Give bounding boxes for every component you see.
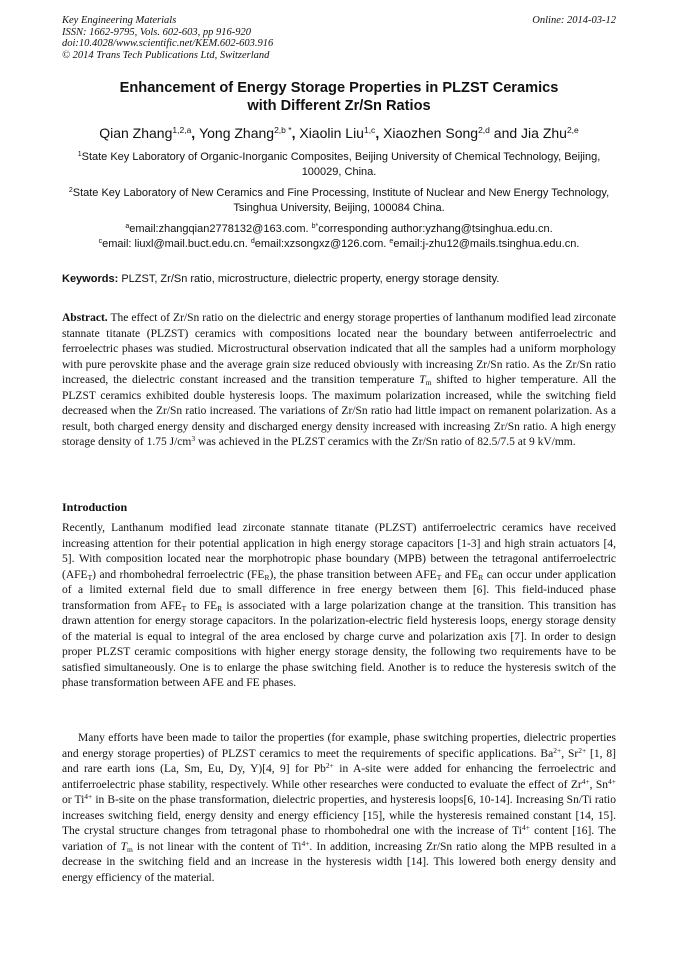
subscript: R [478, 572, 484, 582]
title-line-2: with Different Zr/Sn Ratios [247, 98, 431, 114]
author-list: Qian Zhang$^{1,2,a}$, Yong Zhang$^{2,b *}$, Xiaolin Liu$^{1,c}$, Xiaozhen Song$^{2,d}$ and Jia Zhu$^{2,e}$ [99, 125, 579, 141]
text-run: in B-site on the phase transformation, dielectric properties, and hysteresis loops[6, 10-14]. Increasing Sn/Ti ratio increases switching field, energy density and energy efficiency [15], while the hysteresis remained constant [14, 15]. The crystal structure changes from tetragonal phase to rhombohedral one with the increase of Ti [62, 794, 616, 838]
italic-symbol: T [120, 840, 127, 853]
text-run: Many efforts have been made to tailor the properties (for example, phase switching properties, dielectric properties and energy storage properties) of PLZST ceramics to meet the requirements of specific applications. Ba [62, 732, 616, 760]
journal-header [62, 15, 616, 61]
email-e: email:j-zhu12@mails.tsinghua.edu.cn. [393, 238, 580, 250]
author-sup: 1,c [363, 125, 376, 135]
affiliation-1: $^1$State Key Laboratory of Organic-Inorganic Composites, Beijing University of Chemical Technology, Beijing, 100029, China. [77, 151, 601, 178]
text-run: or Ti [62, 794, 85, 807]
text-run: and FE [441, 568, 479, 581]
email-b: corresponding author:yzhang@tsinghua.edu.cn. [318, 223, 553, 235]
text-run: can occur under application of a limited external field due to small difference in free energy between them [6]. This field-induced phase transformation from AFE [62, 568, 617, 612]
text-run: to FE [186, 599, 218, 612]
text-run: content [16]. The variation of [62, 825, 616, 853]
keywords [62, 272, 616, 287]
email-c: email: liuxl@mail.buct.edu.cn. [102, 238, 248, 250]
superscript: 2+ [578, 745, 587, 755]
online-date: Online: 2014-03-12 [532, 15, 616, 26]
subscript: T [436, 572, 442, 582]
affiliation-2: $^2$State Key Laboratory of New Ceramics and Fine Processing, Institute of Nuclear and New Energy Technology, Tsinghua University, Beijing, 100084 China. [68, 187, 610, 214]
keywords-text: PLZST, Zr/Sn ratio, microstructure, dielectric property, energy storage density. [121, 273, 500, 285]
author-name: Yong Zhang [199, 125, 275, 141]
abstract: Abstract. The effect of Zr/Sn ratio on the dielectric and energy storage properties of lanthanum modified lead zirconate stannate titanate (PLZST) ceramics with compositions located near the boundary between antiferroelectric and ferroelectric phases was studied. Microstructural observation indicated that all the samples had a uniform morphology with pure perovskite phase and the average grain size reduced obviously with increasing Zr/Sn ratio. As the Zr/Sn ratio increased, the dielectric constant increased and the transition temperature $T_m$ shifted to higher temperature. All the PLZST ceramics exhibited double hysteresis loops. The maximum polarization increased, while the switching field decreased when the Zr/Sn ratio increased. The variations of Zr/Sn ratio had little impact on remanent polarization. As a result, both charged energy density and discharged energy density increased with increasing Zr/Sn ratio. A high energy storage density of 1.75 $J/cm^3$ was achieved in the PLZST ceramics with the Zr/Sn ratio of 82.5/7.5 at 9 kV/mm. [62, 312, 616, 449]
author-name: Qian Zhang [99, 125, 173, 141]
subscript: R [264, 572, 270, 582]
text-run: ), the phase transition between AFE [269, 568, 437, 581]
text-run: is not linear with the content of Ti [132, 840, 302, 853]
subscript: T [181, 603, 187, 613]
superscript: 4+ [521, 823, 530, 833]
text-run: , Sr [561, 747, 579, 760]
section-heading-introduction: Introduction [62, 500, 128, 514]
issn-line: ISSN: 1662-9795, Vols. 602-603, pp 916-920 [62, 26, 251, 38]
author-name: Xiaolin Liu [299, 125, 364, 141]
subscript: m [127, 844, 133, 854]
author-name: Jia Zhu [521, 125, 567, 141]
text-run: . In addition, increasing Zr/Sn ratio along the MPB resulted in a decrease in the switching field and an increase in the hysteresis width [14]. This lowered both energy density and energy efficiency of the material. [62, 840, 617, 884]
text-run: in A-site were added for enhancing the ferroelectric and antiferroelectric phase stability, respectively. While other researches were conducted to evaluate the effect of Zr [62, 763, 616, 791]
copyright-line: © 2014 Trans Tech Publications Ltd, Switzerland [62, 49, 270, 61]
journal-name: Key Engineering Materials [62, 15, 177, 26]
text-run: , Sn [589, 778, 609, 791]
superscript: 4+ [608, 776, 616, 786]
paper-title [62, 79, 616, 115]
introduction-paragraph-2 [62, 731, 616, 886]
doi-line: doi:10.4028/www.scientific.net/KEM.602-603.916 [62, 38, 274, 49]
author-emails: $^a$email:zhangqian2778132@163.com. $^{b*}$corresponding author:yzhang@tsinghua.edu.cn. $^c$email: liuxl@mail.buct.edu.cn. $^d$email:xzsongxz@126.com. $^e$email:j-zhu12@mails.tsinghua.edu.cn. [98, 223, 580, 250]
keywords-label: Keywords: [62, 273, 119, 285]
superscript: 4+ [581, 776, 590, 786]
author-sup: 2,b * [274, 125, 292, 135]
superscript: 2+ [325, 761, 334, 771]
text-run: is associated with a large polarization change at the transition. This transition has drawn attention for energy storage capacitors. In the polarization-electric field hysteresis loops, energy storage density of the material is equal to integral of the area enclosed by charge curve and polarization axis [7]. In order to design proper PLZST ceramic compositions with higher energy storage density, the following two requirements have to be satisfied simultaneously. One is to enlarge the phase switching field. Another is to reduce the hysteresis switch of the phase transformation between AFE and FE phases. [62, 599, 616, 690]
title-line-1: Enhancement of Energy Storage Properties in PLZST Ceramics [119, 80, 559, 96]
email-a: email:zhangqian2778132@163.com. [129, 223, 309, 235]
author-sup: 1,2,a [172, 125, 192, 135]
introduction-paragraph-1 [62, 521, 616, 692]
text-run: [1, 8] and rare earth ions (La, Sm, Eu, Dy, Y)[4, 9] for Pb [62, 747, 616, 776]
subscript: T [87, 572, 93, 582]
email-d: email:xzsongxz@126.com. [254, 238, 387, 250]
superscript: 2+ [553, 745, 562, 755]
text-run: Recently, Lanthanum modified lead zirconate stannate titanate (PLZST) antiferroelectric ceramics have received increasing attention for their potential application in high energy storage capacitors [1-3] and high strain actuators [4, 5]. With composition located near the morphotropic phase boundary (MPB) between the tetragonal antiferroelectric (AFE [62, 522, 616, 581]
superscript: 4+ [301, 838, 310, 848]
author-sup: 2,e [566, 125, 579, 135]
author-name: Xiaozhen Song [383, 125, 479, 141]
superscript: 4+ [84, 792, 93, 802]
abstract-label: Abstract. [62, 312, 108, 324]
subscript: R [217, 603, 223, 613]
text-run: ) and rhombohedral ferroelectric (FE [92, 568, 265, 581]
author-sup: 2,d [478, 125, 490, 135]
